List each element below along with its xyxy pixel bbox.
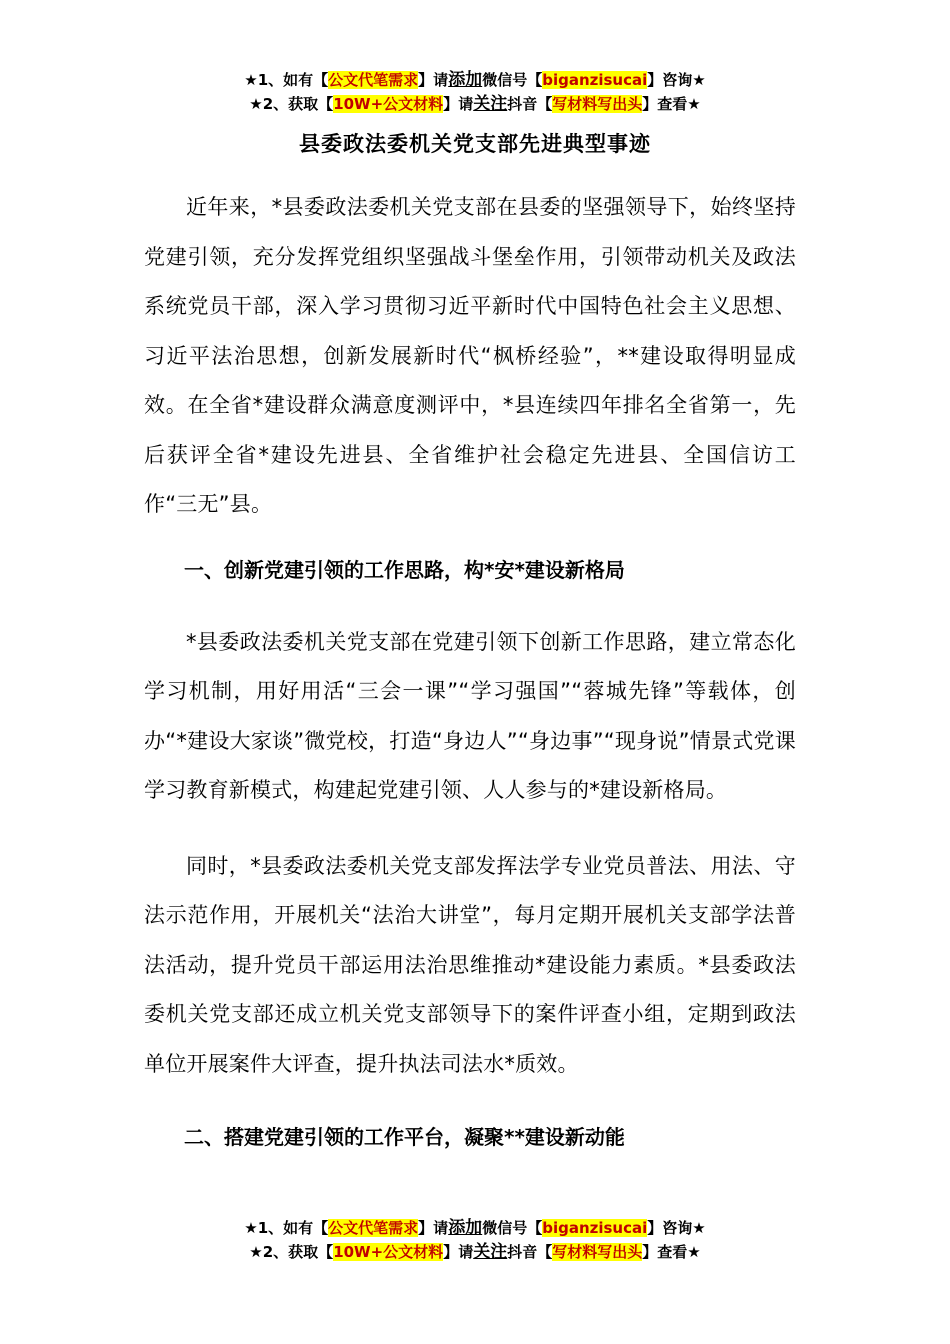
promo-banner-bottom [0,1216,950,1264]
paragraph-section1-b: 同时，*县委政法委机关党支部发挥法学专业党员普法、用法、守法示范作用，开展机关“法治大讲堂”，每月定期开展机关支部学法普法活动，提升党员干部运用法治思维推动*建设能力素质。*县委政法委机关党支部还成立机关党支部领导下的案件评查小组，定期到政法单位开展案件大评查，提升执法司法水*质效。 [144,853,796,1076]
highlight-materials: 10W+公文材料 [333,1243,444,1261]
promo-line-2: ★2、获取【10W+公文材料】请关注抖音【写材料写出头】查看★ [249,1242,701,1262]
section-heading-2: 二、搭建党建引领的工作平台，凝聚**建设新动能 [184,1125,625,1149]
paragraph-section1-a: *县委政法委机关党支部在党建引领下创新工作思路，建立常态化学习机制，用好用活“三会一课”“学习强国”“蓉城先锋”等载体，创办“*建设大家谈”微党校，打造“身边人”“身边事”“现身说”情景式党课学习教育新模式，构建起党建引领、人人参与的*建设新格局。 [144,629,796,802]
highlight-service: 公文代笔需求 [328,71,419,89]
promo-line-1: ★1、如有【公文代笔需求】请添加微信号【biganzisucai】咨询★ [244,70,706,90]
highlight-wechat-id: biganzisucai [542,1219,648,1237]
highlight-materials: 10W+公文材料 [333,95,444,113]
promo-banner-top [0,68,950,116]
highlight-douyin-account: 写材料写出头 [552,95,643,113]
document-title: 县委政法委机关党支部先进典型事迹 [299,132,651,156]
section-heading-1: 一、创新党建引领的工作思路，构*安*建设新格局 [184,557,625,582]
highlight-douyin-account: 写材料写出头 [552,1243,643,1261]
document-body [144,183,796,1155]
highlight-service: 公文代笔需求 [328,1219,419,1237]
promo-line-2: ★2、获取【10W+公文材料】请关注抖音【写材料写出头】查看★ [249,94,701,114]
highlight-wechat-id: biganzisucai [542,71,648,89]
paragraph-intro: 近年来，*县委政法委机关党支部在县委的坚强领导下，始终坚持党建引领，充分发挥党组织坚强战斗堡垒作用，引领带动机关及政法系统党员干部，深入学习贯彻习近平新时代中国特色社会主义思想、习近平法治思想，创新发展新时代“枫桥经验”，**建设取得明显成效。在全省*建设群众满意度测评中，*县连续四年排名全省第一，先后获评全省*建设先进县、全省维护社会稳定先进县、全国信访工作“三无”县。 [144,195,796,516]
promo-line-1: ★1、如有【公文代笔需求】请添加微信号【biganzisucai】咨询★ [244,1218,706,1238]
